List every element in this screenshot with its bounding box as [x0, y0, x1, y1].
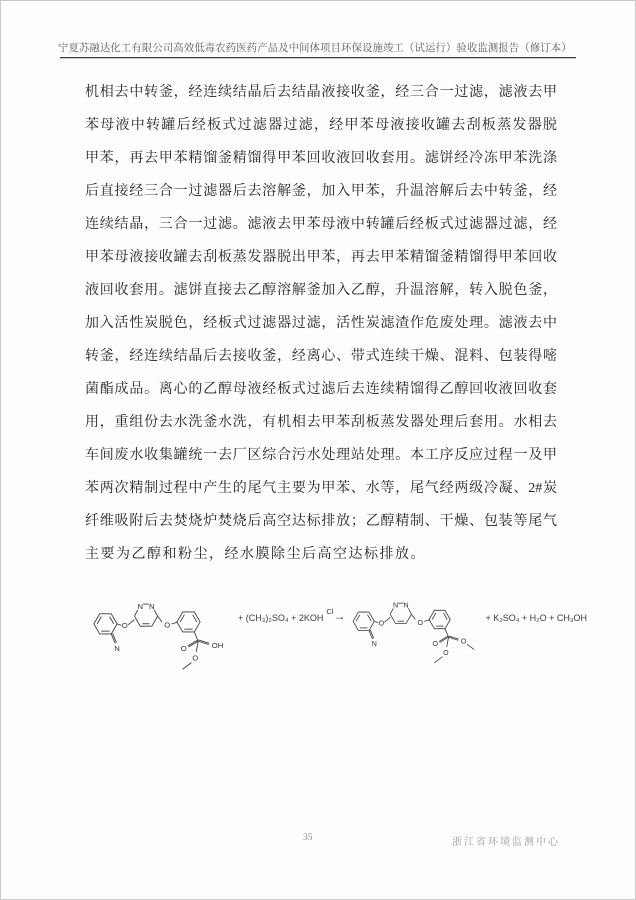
nitrile-n-label: N [372, 641, 378, 649]
enol-oh-label: OH [211, 641, 224, 651]
body-line: 加入活性炭脱色，经板式过滤器过滤，活性炭滤渣作危废处理。滤液去中 [85, 316, 557, 331]
body-line: 液回收套用。滤饼直接去乙醇溶解釜加入乙醇，升温溶解，转入脱色釜， [85, 283, 557, 298]
ether-o-label: O [379, 620, 385, 628]
carbonyl-o-label: O [432, 641, 439, 649]
body-line: 纤维吸附后去焚烧炉焚烧后高空达标排放；乙醇精制、干燥、包装等尾气 [85, 514, 557, 529]
reaction-arrow [326, 607, 345, 626]
carbonyl-o-label: O [180, 643, 187, 653]
body-line: 转釜，经连续结晶后去接收釜，经离心、带式连续干燥、混料、包装得嘧 [85, 349, 557, 364]
arrow-label: Cl [326, 607, 334, 616]
footer-organization: 浙江省环境监测中心 [452, 837, 560, 848]
body-line: 菌酯成品。离心的乙醇母液经板式过滤后去连续精馏得乙醇回收液回收套 [85, 382, 557, 397]
methoxy-o-label: O [461, 638, 467, 646]
body-line: 甲苯母液接收罐去刮板蒸发器脱出甲苯，再去甲苯精馏釜精馏得甲苯回收 [85, 250, 557, 265]
body-paragraph [85, 76, 557, 571]
body-line: 机相去中转釜，经连续结晶后去结晶液接收釜，经三合一过滤，滤液去甲 [85, 85, 557, 100]
body-line: 甲苯，再去甲苯精馏釜精馏得甲苯回收液回收套用。滤饼经冷冻甲苯洗涤 [85, 151, 557, 166]
pyrimidine-n-label: N [149, 601, 155, 611]
nitrile-n-label: N [114, 643, 120, 653]
body-line: 后直接经三合一过滤器后去溶解釜，加入甲苯，升温溶解后去中转釜，经 [85, 184, 557, 199]
ether-o-label: O [417, 619, 424, 627]
pyrimidine-n-label: N [404, 602, 410, 610]
reagents-text: + (CH₃)₂SO₄ + 2KOH [238, 613, 324, 623]
ether-o-label: O [164, 620, 171, 630]
ester-o-label: O [443, 649, 450, 657]
product-structure [346, 592, 483, 670]
body-line: 苯母液中转罐后经板式过滤器过滤，经甲苯母液接收罐去刮板蒸发器脱 [85, 118, 557, 133]
page-number: 35 [303, 833, 313, 843]
header-rule [60, 57, 576, 58]
pyrimidine-n-label: N [137, 601, 144, 611]
body-line: 苯两次精制过程中产生的尾气主要为甲苯、水等，尾气经两级冷凝、2#炭 [85, 481, 557, 496]
products-text: + K₂SO₄ + H₂O + CH₃OH [485, 613, 588, 623]
body-line: 主要为乙醇和粉尘，经水膜除尘后高空达标排放。 [85, 547, 426, 562]
pyrimidine-n-label: N [393, 602, 399, 610]
ether-o-label: O [121, 621, 128, 631]
body-line: 用，重组份去水洗釜水洗，有机相去甲苯刮板蒸发器处理后套用。水相去 [85, 415, 557, 430]
page-header-title: 宁夏苏融达化工有限公司高效低毒农药医药产品及中间体项目环保设施竣工（试运行）验收监测报告（修订本） [58, 43, 572, 54]
reaction-scheme [86, 592, 588, 684]
arrow-glyph: → [333, 609, 346, 623]
reactant-structure [86, 592, 236, 677]
ester-o-label: O [192, 653, 199, 663]
body-line: 连续结晶，三合一过滤。滤液去甲苯母液中转罐后经板式过滤器过滤，经 [85, 217, 557, 232]
body-line: 车间废水收集罐统一去厂区综合污水处理站处理。本工序反应过程一及甲 [85, 448, 557, 463]
